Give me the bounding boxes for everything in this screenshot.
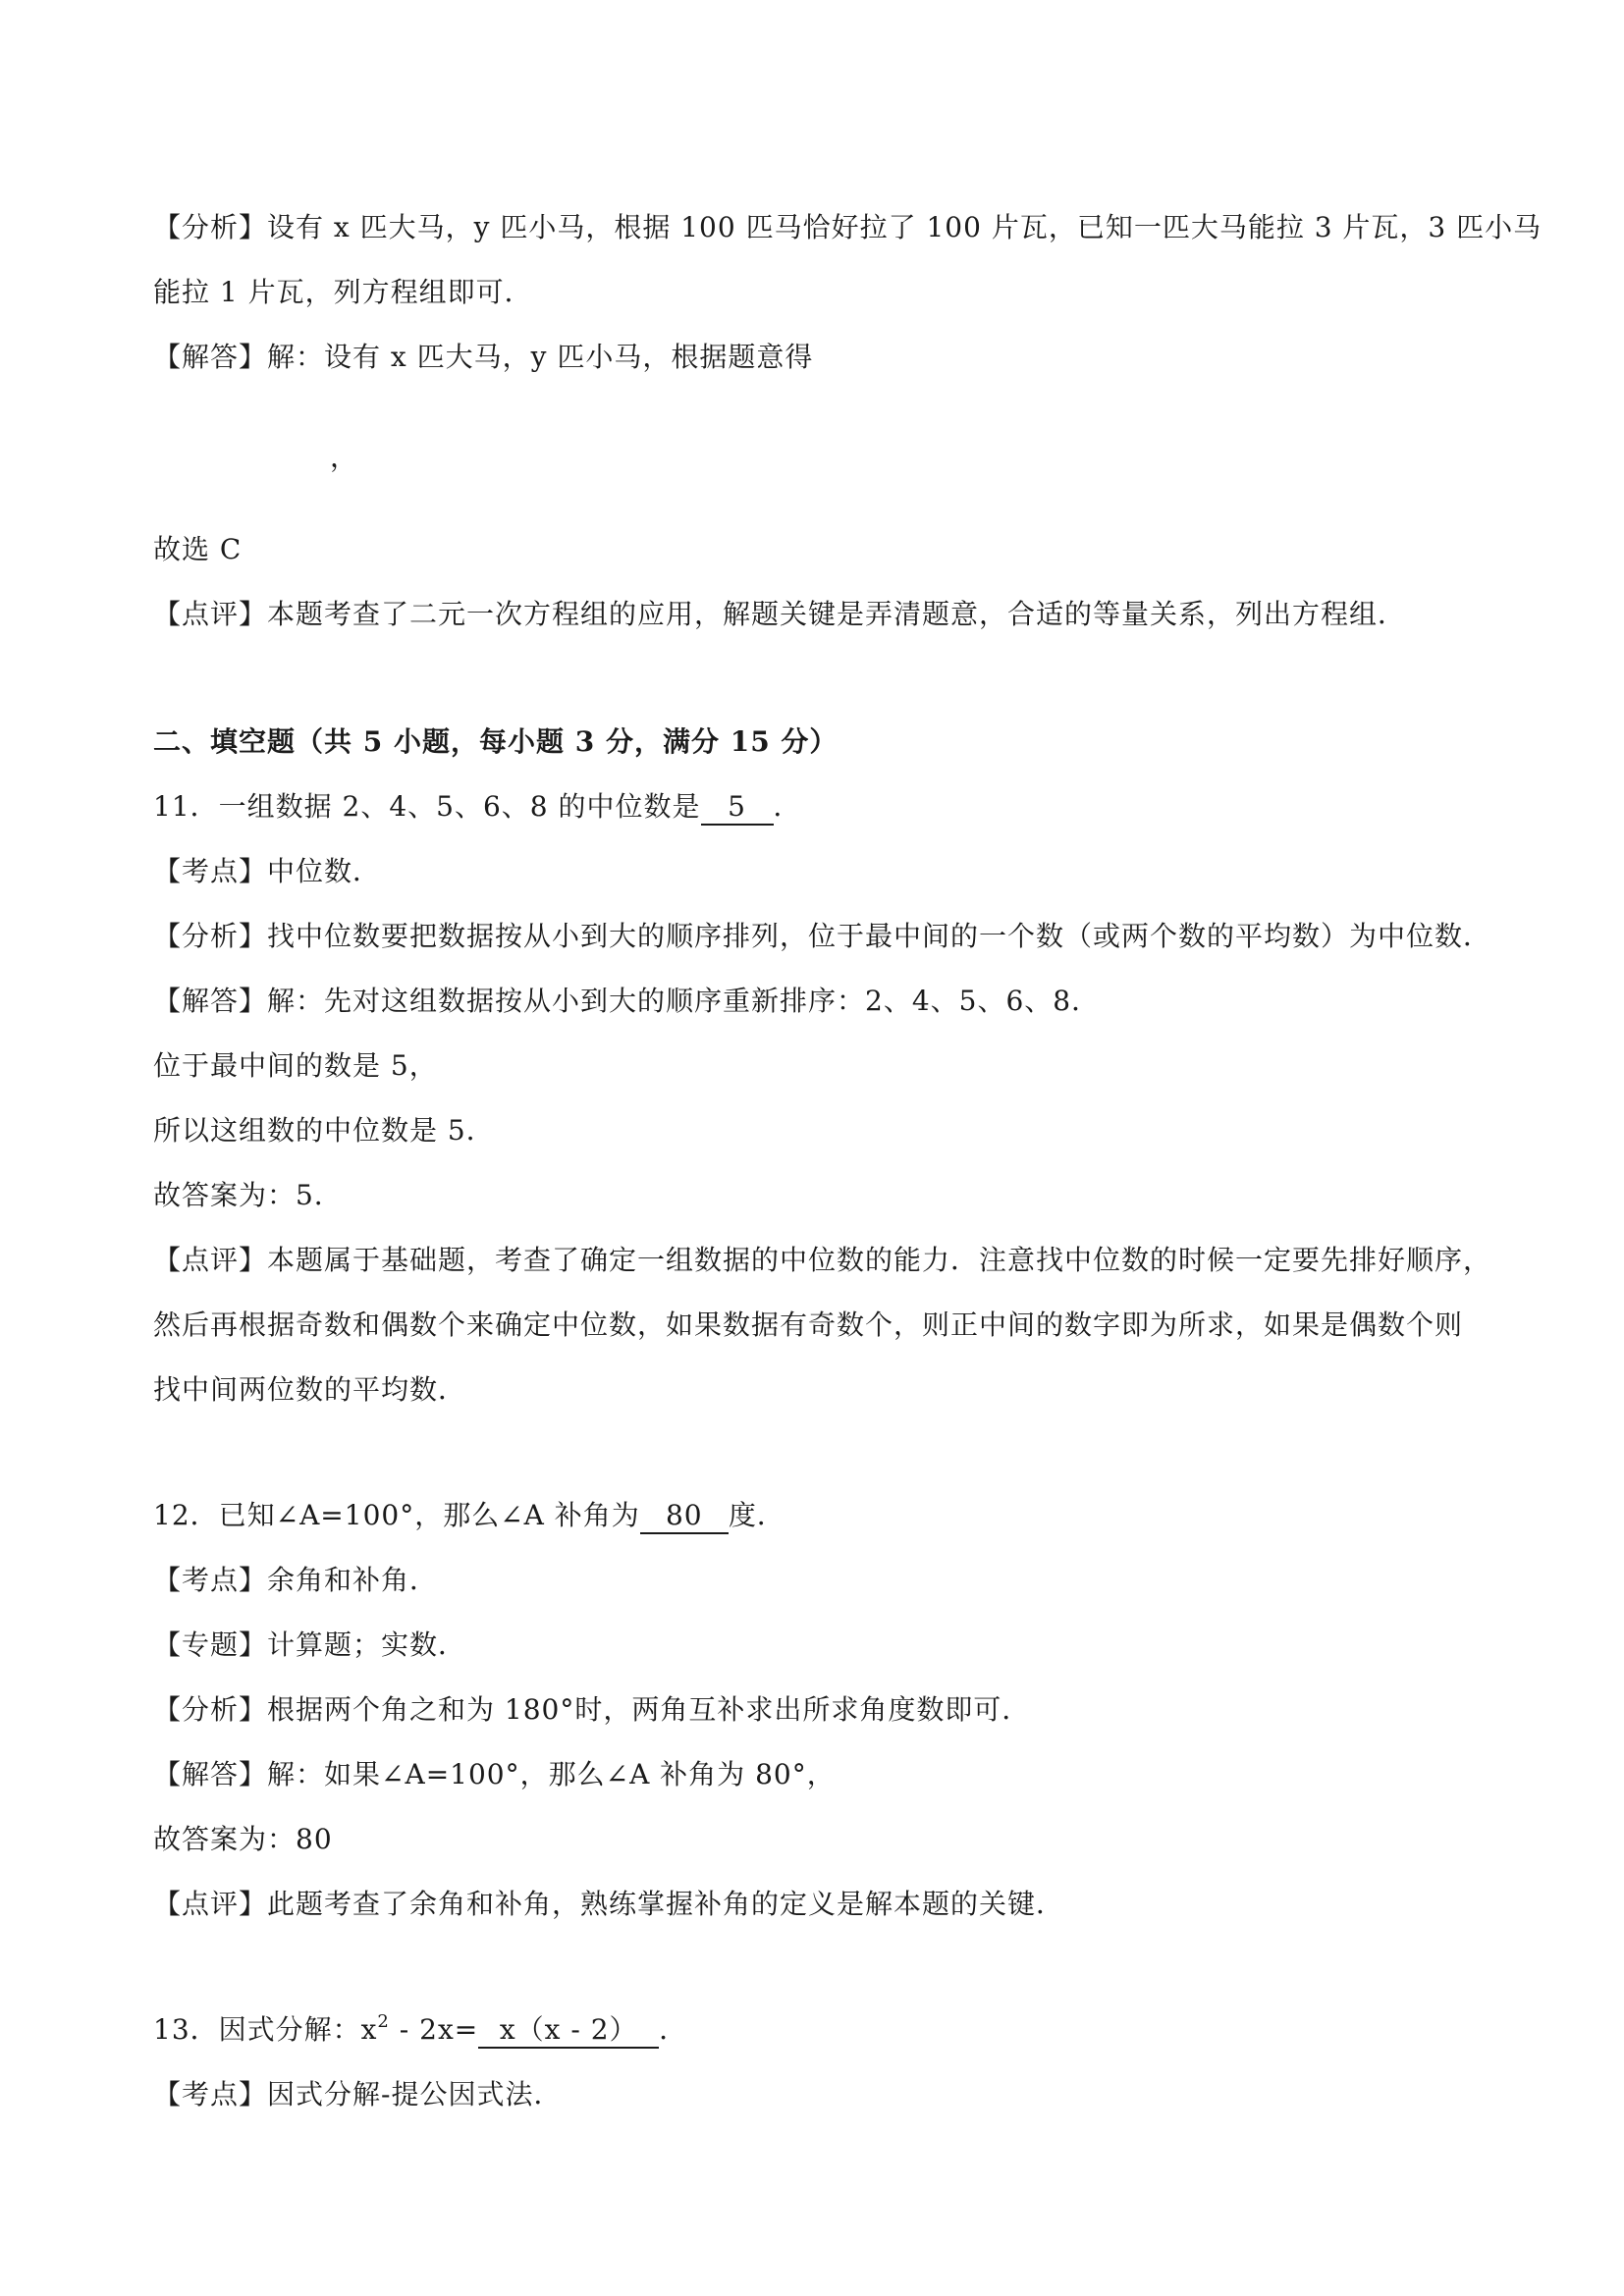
solution-text: 解：如果∠A=100°，那么∠A 补角为 80°，	[267, 1758, 836, 1790]
section-heading-text: 二、填空题（共 5 小题，每小题 3 分，满分 15 分）	[153, 725, 839, 758]
q13-stem-mid: - 2x=	[389, 2013, 479, 2046]
comma-text: ，	[330, 441, 359, 473]
q11-stem-suffix: ．	[773, 790, 802, 823]
point-text: 余角和补角．	[267, 1564, 439, 1596]
solution-text: 故答案为：80	[153, 1823, 333, 1855]
solution-tag: 【解答】	[153, 1758, 268, 1790]
section-heading	[153, 722, 838, 762]
q12-solution-2	[153, 1820, 333, 1859]
q13-stem-suffix: ．	[659, 2013, 688, 2046]
q12-stem-suffix: 度．	[728, 1499, 785, 1531]
point-text: 因式分解-提公因式法．	[267, 2078, 563, 2110]
q13-stem-text: 13．因式分解：x	[153, 2013, 378, 2046]
q11-stem	[153, 787, 802, 827]
q13-answer-blank: x（x - 2）	[478, 2013, 659, 2049]
comment-tag: 【点评】	[153, 598, 268, 630]
choice-text: 故选 C	[153, 533, 243, 565]
q11-solution-3	[153, 1111, 495, 1150]
choice-line	[153, 530, 242, 569]
solution-text: 位于最中间的数是 5，	[153, 1049, 438, 1082]
analysis-tag: 【分析】	[153, 1693, 268, 1726]
comment-text: 找中间两位数的平均数．	[153, 1373, 467, 1406]
solution-line	[153, 338, 813, 377]
comment-text: 本题属于基础题，考查了确定一组数据的中位数的能力．注意找中位数的时候一定要先排好顺序，	[267, 1244, 1492, 1276]
point-tag: 【考点】	[153, 1564, 268, 1596]
topic-tag: 【专题】	[153, 1629, 268, 1661]
point-text: 中位数．	[267, 855, 382, 887]
q11-solution-2	[153, 1046, 438, 1086]
analysis-text-cont: 能拉 1 片瓦，列方程组即可．	[153, 276, 533, 308]
comment-text: 此题考查了余角和补角，熟练掌握补角的定义是解本题的关键．	[267, 1888, 1065, 1920]
q13-point	[153, 2075, 562, 2114]
solution-tag: 【解答】	[153, 985, 268, 1017]
topic-text: 计算题；实数．	[267, 1629, 467, 1661]
analysis-tag: 【分析】	[153, 211, 268, 243]
q12-comment	[153, 1885, 1064, 1924]
q11-answer-blank: 5	[701, 790, 774, 826]
q13-exponent: 2	[377, 2011, 390, 2032]
q12-stem	[153, 1496, 785, 1535]
q11-solution-4	[153, 1176, 343, 1215]
q11-comment-1	[153, 1241, 1491, 1280]
q12-answer-blank: 80	[640, 1499, 729, 1534]
q11-solution	[153, 982, 1100, 1021]
comment-tag: 【点评】	[153, 1888, 268, 1920]
solution-text: 所以这组数的中位数是 5．	[153, 1114, 495, 1147]
q13-stem	[153, 2010, 687, 2050]
q12-point	[153, 1561, 438, 1600]
q12-topic	[153, 1626, 466, 1665]
analysis-line-1	[153, 208, 1542, 247]
q11-stem-text: 11．一组数据 2、4、5、6、8 的中位数是	[153, 790, 701, 823]
q12-stem-text: 12．已知∠A=100°，那么∠A 补角为	[153, 1499, 640, 1531]
comment-text: 本题考查了二元一次方程组的应用，解题关键是弄清题意，合适的等量关系，列出方程组．	[267, 598, 1407, 630]
q11-point	[153, 852, 381, 891]
comment-text: 然后再根据奇数和偶数个来确定中位数，如果数据有奇数个，则正中间的数字即为所求，如果是偶数个则	[153, 1308, 1464, 1341]
q11-comment-3	[153, 1370, 466, 1410]
equation-comma	[330, 438, 358, 477]
solution-text: 故答案为：5．	[153, 1179, 343, 1211]
analysis-tag: 【分析】	[153, 920, 268, 952]
q11-analysis	[153, 917, 1491, 956]
q11-comment-2	[153, 1306, 1463, 1345]
analysis-text: 根据两个角之和为 180°时，两角互补求出所求角度数即可．	[267, 1693, 1031, 1726]
q12-solution	[153, 1755, 836, 1794]
point-tag: 【考点】	[153, 855, 268, 887]
point-tag: 【考点】	[153, 2078, 268, 2110]
comment-line	[153, 595, 1406, 634]
solution-tag: 【解答】	[153, 341, 268, 373]
comment-tag: 【点评】	[153, 1244, 268, 1276]
analysis-line-2	[153, 273, 533, 312]
analysis-text: 找中位数要把数据按从小到大的顺序排列，位于最中间的一个数（或两个数的平均数）为中位数．	[267, 920, 1492, 952]
analysis-text: 设有 x 匹大马，y 匹小马，根据 100 匹马恰好拉了 100 片瓦，已知一匹大马能拉 3 片瓦，3 匹小马	[267, 211, 1543, 243]
solution-text: 解：先对这组数据按从小到大的顺序重新排序：2、4、5、6、8．	[267, 985, 1101, 1017]
solution-text: 解：设有 x 匹大马，y 匹小马，根据题意得	[267, 341, 814, 373]
q12-analysis	[153, 1690, 1030, 1730]
